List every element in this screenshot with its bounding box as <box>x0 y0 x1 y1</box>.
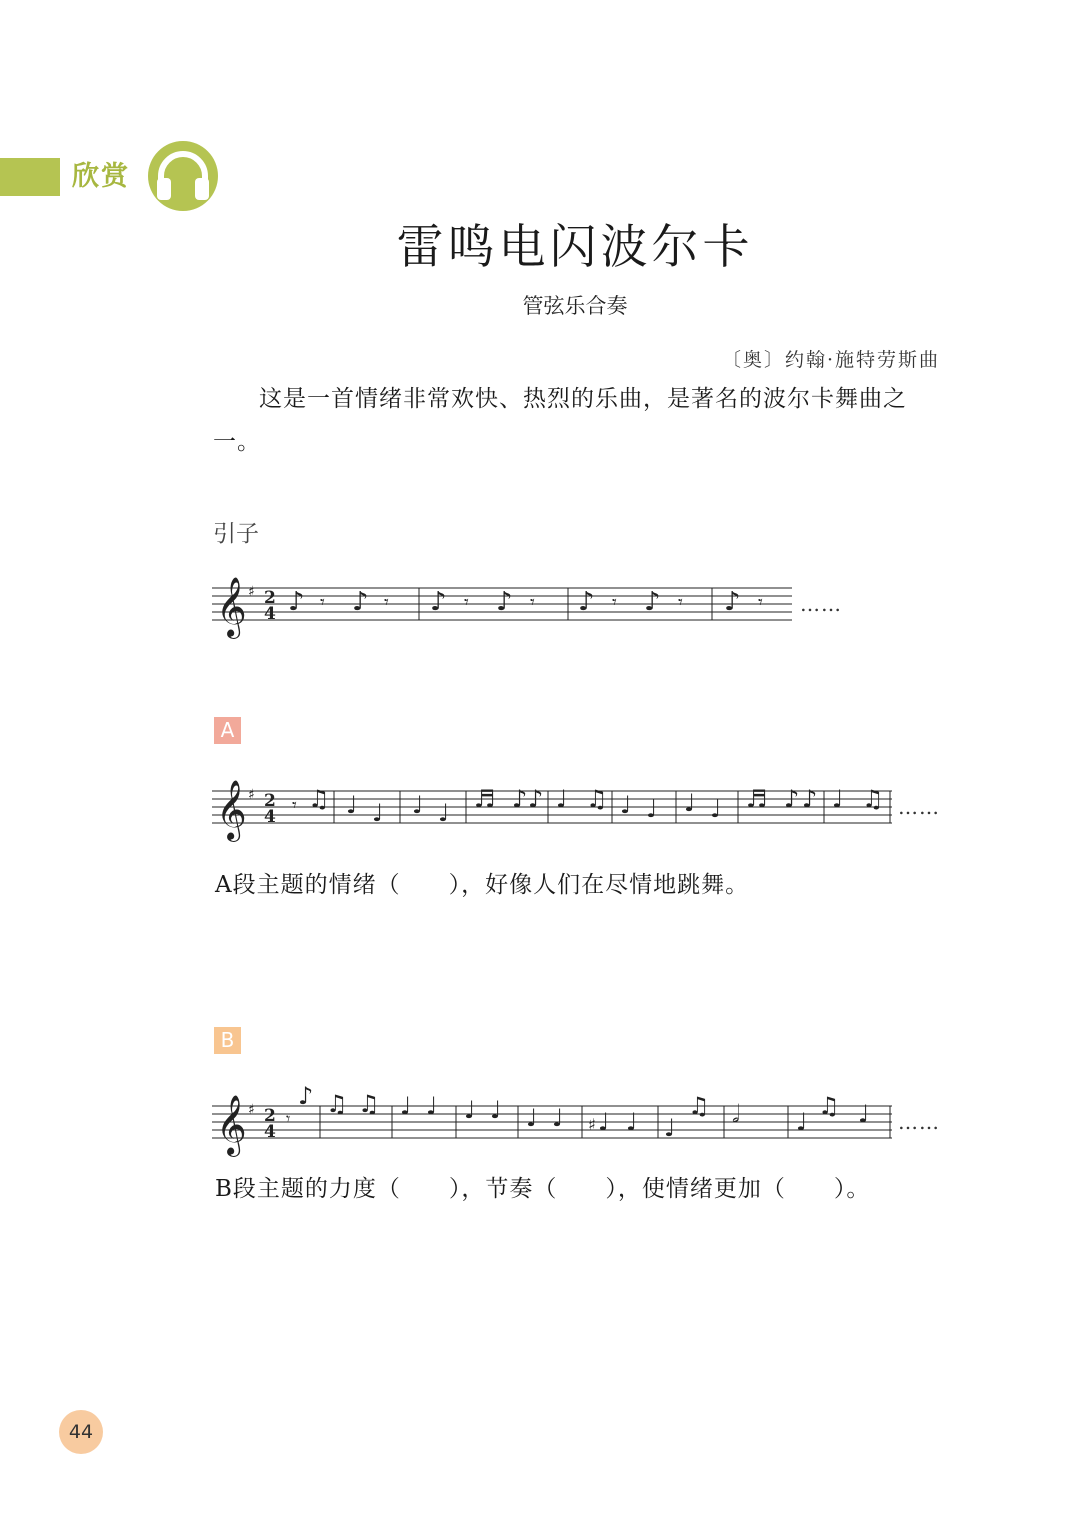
svg-text:𝄾: 𝄾 <box>292 795 297 816</box>
composer-credit: 〔奥〕约翰·施特劳斯曲 <box>721 349 940 371</box>
svg-text:♩: ♩ <box>438 799 450 827</box>
svg-text:♫: ♫ <box>862 785 884 813</box>
svg-text:♩: ♩ <box>832 785 844 813</box>
treble-clef-icon: 𝄞 <box>216 577 247 637</box>
page-title: 雷鸣电闪波尔卡 <box>396 220 754 275</box>
svg-text:♩: ♩ <box>526 1104 538 1132</box>
section-b-question: B段主题的力度（ ），节奏（ ），使情绪更加（ ）。 <box>215 1176 871 1202</box>
svg-text:♬: ♬ <box>746 785 768 813</box>
svg-text:𝄾: 𝄾 <box>464 592 469 613</box>
svg-text:♯: ♯ <box>248 584 255 600</box>
svg-text:♩: ♩ <box>556 785 568 813</box>
svg-text:♪: ♪ <box>288 587 305 617</box>
intro-staff <box>212 570 812 640</box>
svg-text:♩: ♩ <box>858 1100 870 1128</box>
svg-text:2: 2 <box>264 588 276 608</box>
svg-text:2: 2 <box>264 1106 276 1126</box>
svg-text:♩: ♩ <box>464 1096 476 1124</box>
svg-text:♩: ♩ <box>710 795 722 823</box>
page-subtitle: 管弦乐合奏 <box>522 294 628 318</box>
svg-text:♫: ♫ <box>358 1090 380 1118</box>
svg-text:♪: ♪ <box>784 785 800 813</box>
svg-text:♫: ♫ <box>688 1092 710 1120</box>
svg-text:♩: ♩ <box>646 795 658 823</box>
svg-text:4: 4 <box>264 807 276 827</box>
section-a-ellipsis: …… <box>898 795 940 819</box>
svg-text:♩: ♩ <box>620 791 632 819</box>
svg-text:♩: ♩ <box>412 791 424 819</box>
svg-text:♪: ♪ <box>528 785 544 813</box>
svg-text:♩: ♩ <box>796 1108 808 1136</box>
svg-text:♩: ♩ <box>598 1108 610 1136</box>
svg-text:♪: ♪ <box>430 587 447 617</box>
svg-text:𝄾: 𝄾 <box>612 592 617 613</box>
treble-clef-icon: 𝄞 <box>216 780 247 840</box>
svg-text:♫: ♫ <box>818 1092 840 1120</box>
svg-text:♩: ♩ <box>684 789 696 817</box>
svg-text:♫: ♫ <box>586 785 608 813</box>
intro-section-label: 引子 <box>213 521 259 547</box>
svg-text:♪: ♪ <box>644 587 661 617</box>
svg-text:♫: ♫ <box>326 1090 348 1118</box>
section-a-question: A段主题的情绪（ ），好像人们在尽情地跳舞。 <box>215 872 750 898</box>
svg-text:♩: ♩ <box>372 799 384 827</box>
svg-text:♫: ♫ <box>308 785 330 813</box>
svg-text:𝄾: 𝄾 <box>678 592 683 613</box>
svg-text:𝄾: 𝄾 <box>286 1109 291 1128</box>
section-tab-bar <box>0 158 60 196</box>
svg-text:♪: ♪ <box>352 587 369 617</box>
svg-text:𝄾: 𝄾 <box>530 592 535 613</box>
svg-text:♯: ♯ <box>248 1102 255 1118</box>
page-number: 44 <box>59 1410 103 1454</box>
svg-text:♪: ♪ <box>802 785 818 813</box>
svg-text:♯: ♯ <box>588 1115 596 1134</box>
svg-text:♪: ♪ <box>578 587 595 617</box>
svg-text:4: 4 <box>264 604 276 624</box>
svg-text:♩: ♩ <box>400 1092 412 1120</box>
intro-ellipsis: …… <box>800 592 842 616</box>
svg-text:♩: ♩ <box>490 1096 502 1124</box>
svg-text:2: 2 <box>264 791 276 811</box>
svg-text:♩: ♩ <box>346 791 358 819</box>
section-a-staff <box>212 773 902 843</box>
intro-paragraph: 这是一首情绪非常欢快、热烈的乐曲，是著名的波尔卡舞曲之一。 <box>213 386 907 455</box>
svg-text:♪: ♪ <box>512 785 528 813</box>
section-b-ellipsis: …… <box>898 1110 940 1134</box>
svg-text:𝄾: 𝄾 <box>758 592 763 613</box>
svg-text:𝅗𝅥: 𝅗𝅥 <box>732 1100 740 1128</box>
section-b-staff <box>212 1078 902 1158</box>
svg-text:♩: ♩ <box>426 1092 438 1120</box>
section-label: 欣赏 <box>72 161 130 192</box>
svg-text:𝄾: 𝄾 <box>320 592 325 613</box>
svg-text:♪: ♪ <box>298 1082 314 1110</box>
treble-clef-icon: 𝄞 <box>216 1095 247 1155</box>
svg-text:♬: ♬ <box>474 785 496 813</box>
svg-text:♪: ♪ <box>724 587 741 617</box>
svg-text:♩: ♩ <box>664 1114 676 1142</box>
section-a-badge: A <box>214 717 241 744</box>
section-b-badge: B <box>214 1027 241 1054</box>
headphone-icon <box>147 140 219 212</box>
svg-text:𝄾: 𝄾 <box>384 592 389 613</box>
svg-text:♪: ♪ <box>496 587 513 617</box>
svg-text:♩: ♩ <box>626 1108 638 1136</box>
svg-text:4: 4 <box>264 1122 276 1142</box>
svg-text:♯: ♯ <box>248 787 255 803</box>
svg-text:♩: ♩ <box>552 1104 564 1132</box>
